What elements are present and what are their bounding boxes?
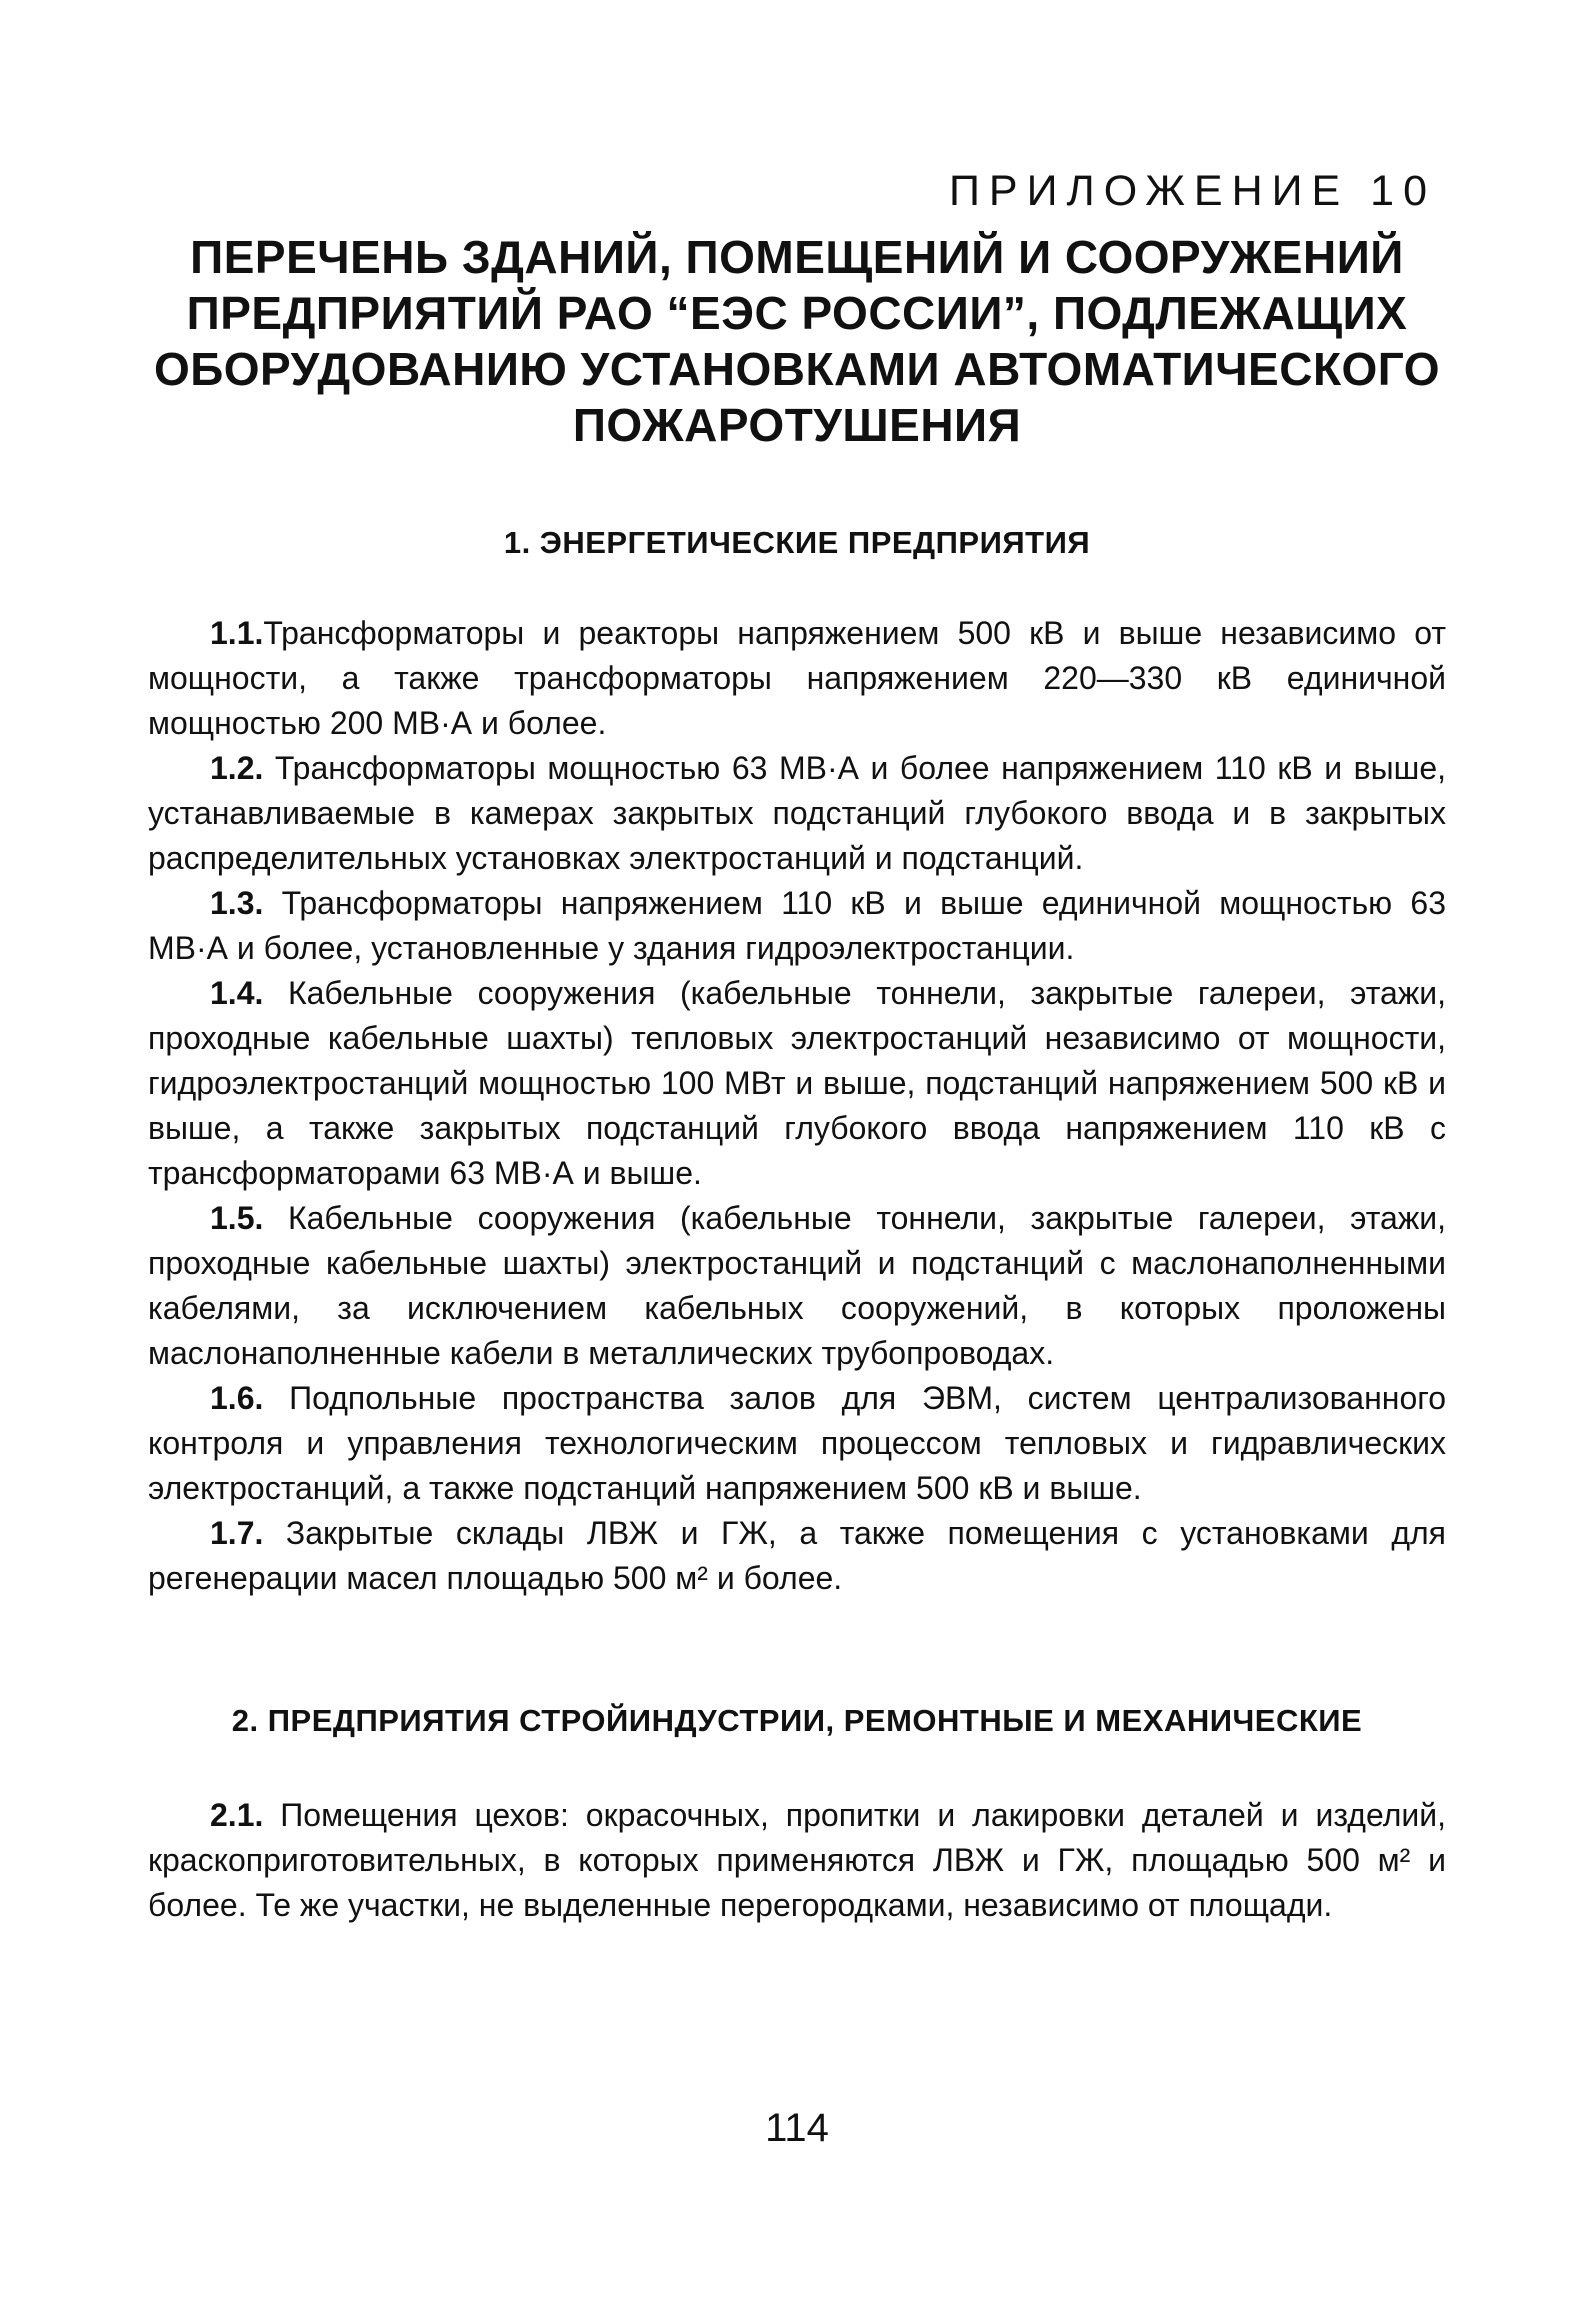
item-number: 1.5. bbox=[210, 1200, 264, 1237]
item-text: Закрытые склады ЛВЖ и ГЖ, а также помещения с установками для регенерации масел площадью 500 м² и более. bbox=[148, 1515, 1446, 1597]
section-heading-2: 2. ПРЕДПРИЯТИЯ СТРОЙИНДУСТРИИ, РЕМОНТНЫЕ И МЕХАНИЧЕСКИЕ bbox=[231, 1703, 1363, 1739]
item-text: Кабельные сооружения (кабельные тоннели, закрытые галереи, этажи, проходные кабельные шахты) электростанций и подстанций с маслонаполненными кабелями, за исключением кабельных сооружений, в которых проложены маслонаполненные кабели в металлических трубопроводах. bbox=[148, 1200, 1446, 1372]
list-item bbox=[148, 1511, 1446, 1601]
document-title: ПЕРЕЧЕНЬ ЗДАНИЙ, ПОМЕЩЕНИЙ И СООРУЖЕНИЙ ПРЕДПРИЯТИЙ РАО “ЕЭС РОССИИ”, ПОДЛЕЖАЩИХ ОБОРУДОВАНИЮ УСТАНОВКАМИ АВТОМАТИЧЕСКОГО ПОЖАРОТУШЕНИЯ bbox=[153, 231, 1441, 452]
item-number: 1.6. bbox=[210, 1380, 264, 1417]
list-item bbox=[148, 881, 1446, 971]
list-item bbox=[148, 1196, 1446, 1376]
item-text: Подпольные пространства залов для ЭВМ, систем централизованного контроля и управления технологическим процессом тепловых и гидравлических электростанций, а также подстанций напряжением 500 кВ и выше. bbox=[148, 1380, 1446, 1507]
document-page bbox=[148, 168, 1446, 1928]
item-number: 1.2. bbox=[210, 750, 264, 787]
appendix-label: ПРИЛОЖЕНИЕ 10 bbox=[948, 167, 1436, 215]
list-item bbox=[148, 1376, 1446, 1511]
item-text: Трансформаторы напряжением 110 кВ и выше единичной мощностью 63 МВ·А и более, установленные у здания гидроэлектростанции. bbox=[148, 885, 1446, 967]
item-text: Трансформаторы и реакторы напряжением 500 кВ и выше независимо от мощности, а также трансформаторы напряжением 220—330 кВ единичной мощностью 200 МВ·А и более. bbox=[148, 615, 1446, 742]
page-number: 114 bbox=[765, 2106, 829, 2150]
list-item bbox=[148, 611, 1446, 746]
section-heading-1: 1. ЭНЕРГЕТИЧЕСКИЕ ПРЕДПРИЯТИЯ bbox=[503, 525, 1091, 561]
item-number: 2.1. bbox=[210, 1797, 264, 1834]
item-text: Помещения цехов: окрасочных, пропитки и лакировки деталей и изделий, краскоприготовительных, в которых применяются ЛВЖ и ГЖ, площадью 500 м² и более. Те же участки, не выделенные перегородками, независимо от площади. bbox=[148, 1797, 1446, 1924]
item-number: 1.3. bbox=[210, 885, 264, 922]
item-number: 1.1. bbox=[210, 615, 264, 652]
item-text: Кабельные сооружения (кабельные тоннели, закрытые галереи, этажи, проходные кабельные шахты) тепловых электростанций независимо от мощности, гидроэлектростанций мощностью 100 МВт и выше, подстанций напряжением 500 кВ и выше, а также закрытых подстанций глубокого ввода напряжением 110 кВ с трансформаторами 63 МВ·А и выше. bbox=[148, 975, 1446, 1192]
item-text: Трансформаторы мощностью 63 МВ·А и более напряжением 110 кВ и выше, устанавливаемые в камерах закрытых подстанций глубокого ввода и в закрытых распределительных установках электростанций и подстанций. bbox=[148, 750, 1446, 877]
list-item bbox=[148, 746, 1446, 881]
item-number: 1.7. bbox=[210, 1515, 264, 1552]
list-item bbox=[148, 971, 1446, 1196]
item-number: 1.4. bbox=[210, 975, 264, 1012]
list-item bbox=[148, 1793, 1446, 1928]
